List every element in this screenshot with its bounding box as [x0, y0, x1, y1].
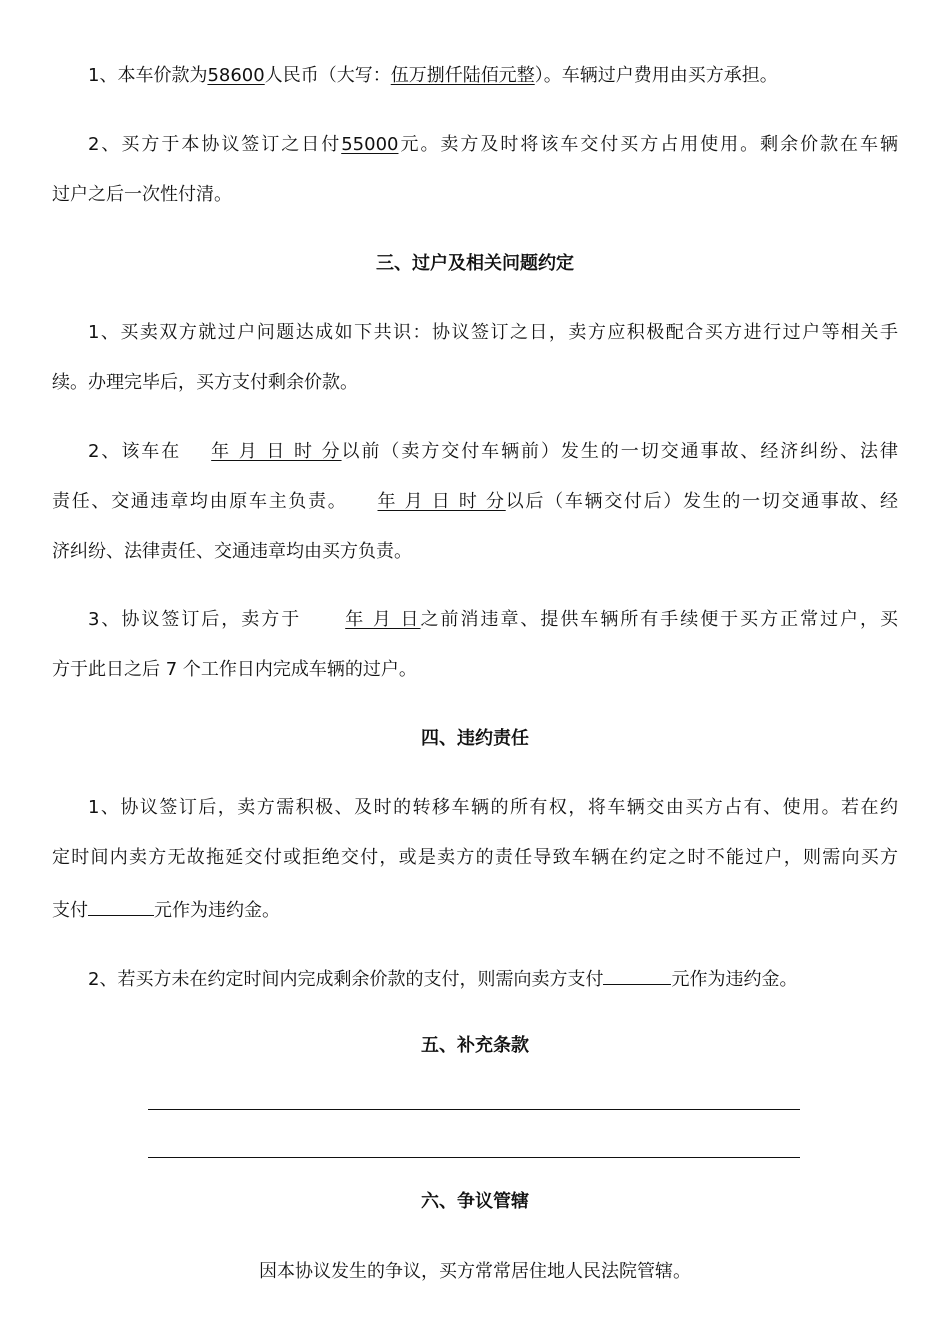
payment-clause-mid: 元。卖方及时将该车交付买方占用使用。剩余价款在车辆: [398, 134, 899, 155]
seller-breach-line-3: [52, 896, 280, 920]
price-in-words: 伍万捌仟陆佰元整: [390, 65, 535, 86]
liability-clause-mid: 以前（卖方交付车辆前）发生的一切交通事故、经济纠纷、法律: [341, 441, 899, 462]
jurisdiction-text: 因本协议发生的争议，买方常常居住地人民法院管辖。: [259, 1261, 691, 1282]
liability-clause-line-1: [52, 440, 898, 464]
liability-clause-prefix: 2、该车在: [88, 441, 182, 462]
liability-date-before: 年 月 日 时 分: [211, 441, 342, 462]
violation-clause-line-1: [52, 608, 898, 632]
section-4-heading: 四、违约责任: [421, 728, 529, 749]
violation-clause-prefix: 3、协议签订后，卖方于: [88, 609, 302, 630]
supplementary-blank-line-2[interactable]: [148, 1157, 800, 1158]
price-clause-suffix: ）。车辆过户费用由买方承担。: [534, 65, 778, 86]
buyer-penalty-blank[interactable]: [603, 965, 671, 985]
seller-breach-line-2: 定时间内卖方无故拖延交付或拒绝交付，或是卖方的责任导致车辆在约定之时不能过户，则需向买方: [52, 847, 898, 868]
liability-date-after: 年 月 日 时 分: [377, 491, 506, 512]
payment-amount: 55000: [341, 134, 399, 155]
buyer-breach-suffix: 元作为违约金。: [671, 969, 798, 990]
price-clause-line: [52, 64, 778, 88]
payment-clause-prefix: 2、买方于本协议签订之日付: [88, 134, 342, 155]
section-5-heading: 五、补充条款: [421, 1035, 529, 1056]
payment-clause-line-2: 过户之后一次性付清。: [52, 184, 232, 205]
price-clause-prefix: 1、本车价款为: [88, 65, 208, 86]
buyer-breach-line: [52, 965, 797, 989]
liability-line2-prefix: 责任、交通违章均由原车主负责。: [52, 491, 348, 512]
violation-clause-line-2: 方于此日之后 7 个工作日内完成车辆的过户。: [52, 659, 417, 680]
price-amount: 58600: [207, 65, 265, 86]
section-6-heading: 六、争议管辖: [421, 1191, 529, 1212]
price-clause-mid: 人民币（大写：: [264, 65, 391, 86]
supplementary-blank-line-1[interactable]: [148, 1109, 800, 1110]
liability-clause-line-3: 济纠纷、法律责任、交通违章均由买方负责。: [52, 541, 412, 562]
buyer-breach-prefix: 2、若买方未在约定时间内完成剩余价款的支付，则需向卖方支付: [88, 969, 604, 990]
liability-clause-line-2: [52, 490, 898, 514]
transfer-consensus-line-2: 续。办理完毕后，买方支付剩余价款。: [52, 372, 358, 393]
payment-clause-line-1: [52, 133, 898, 157]
seller-breach-line-1: 1、协议签订后，卖方需积极、及时的转移车辆的所有权，将车辆交由买方占有、使用。若在约: [88, 797, 898, 818]
section-3-heading: 三、过户及相关问题约定: [376, 253, 574, 274]
seller-breach-line3-prefix: 支付: [52, 900, 88, 921]
seller-penalty-blank[interactable]: [88, 896, 154, 916]
violation-deadline-date: 年 月 日: [345, 609, 421, 630]
violation-clause-suffix: 之前消违章、提供车辆所有手续便于买方正常过户，买: [420, 609, 898, 630]
transfer-consensus-line-1: 1、买卖双方就过户问题达成如下共识：协议签订之日，卖方应积极配合买方进行过户等相关手: [88, 322, 898, 343]
liability-line2-suffix: 以后（车辆交付后）发生的一切交通事故、经: [505, 491, 899, 512]
seller-breach-line3-suffix: 元作为违约金。: [154, 900, 280, 921]
